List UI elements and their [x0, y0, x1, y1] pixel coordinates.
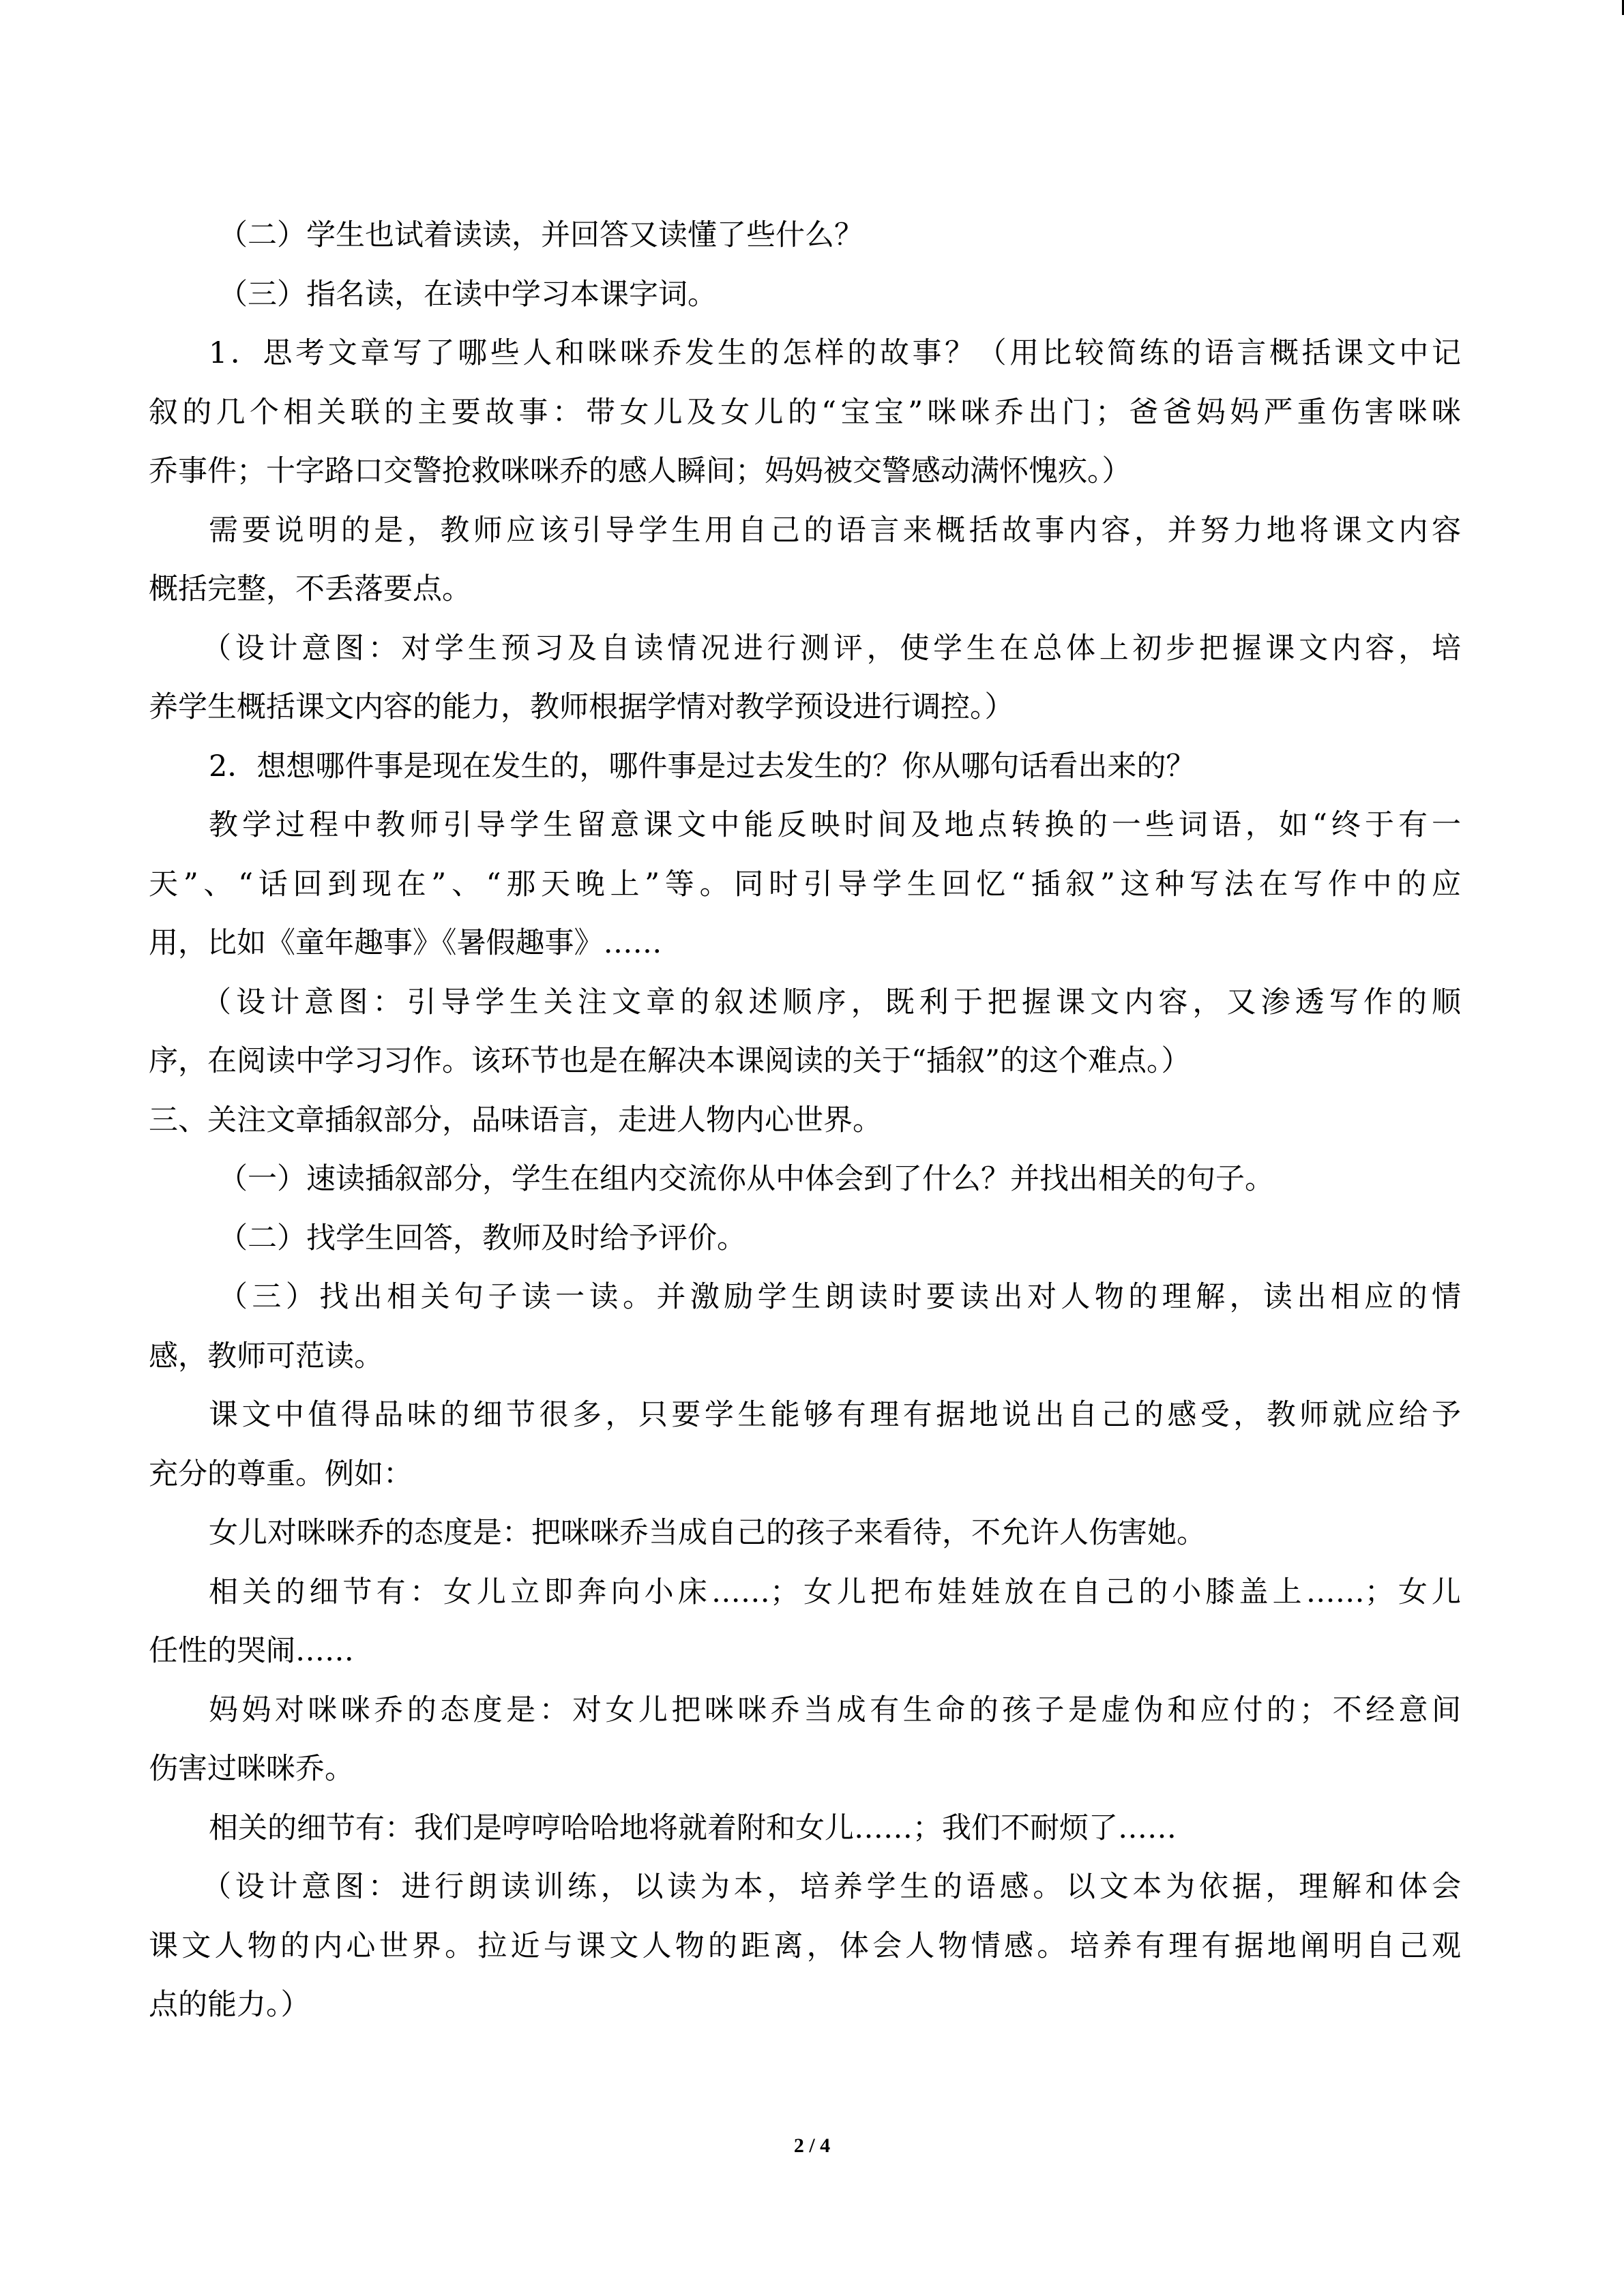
text-line: 课文中值得品味的细节很多，只要学生能够有理有据地说出自己的感受，教师就应给予	[209, 1398, 1461, 1432]
text-line: 1．思考文章写了哪些人和咪咪乔发生的怎样的故事？（用比较简练的语言概括课文中记	[209, 336, 1461, 370]
text-line: （设计意图：引导学生关注文章的叙述顺序，既利于把握课文内容，又渗透写作的顺	[202, 985, 1461, 1019]
text-line: 叙的几个相关联的主要故事：带女儿及女儿的“宝宝”咪咪乔出门；爸爸妈妈严重伤害咪咪	[149, 395, 1461, 430]
text-line: （设计意图：进行朗读训练，以读为本，培养学生的语感。以文本为依据，理解和体会	[202, 1870, 1461, 1904]
text-line: 充分的尊重。例如：	[149, 1457, 413, 1491]
text-line: （设计意图：对学生预习及自读情况进行测评，使学生在总体上初步把握课文内容，培	[202, 631, 1461, 666]
text-line: （一）速读插叙部分，学生在组内交流你从中体会到了什么？并找出相关的句子。	[218, 1162, 1274, 1196]
text-line: 天”、“话回到现在”、“那天晚上”等。同时引导学生回忆“插叙”这种写法在写作中的应	[149, 867, 1461, 901]
text-line: 相关的细节有：我们是哼哼哈哈地将就着附和女儿……；我们不耐烦了……	[209, 1810, 1177, 1845]
text-line: （二）学生也试着读读，并回答又读懂了些什么？	[218, 218, 863, 252]
text-line: 任性的哭闹……	[149, 1634, 354, 1668]
text-line: 三、关注文章插叙部分，品味语言，走进人物内心世界。	[149, 1103, 882, 1137]
text-line: 点的能力。）	[149, 1988, 310, 2022]
text-line: 课文人物的内心世界。拉近与课文人物的距离，体会人物情感。培养有理有据地阐明自己观	[149, 1928, 1461, 1963]
text-line: 2．想想哪件事是现在发生的，哪件事是过去发生的？你从哪句话看出来的？	[209, 749, 1196, 784]
text-line: 教学过程中教师引导学生留意课文中能反映时间及地点转换的一些词语，如“终于有一	[209, 808, 1461, 842]
text-line: 序，在阅读中学习习作。该环节也是在解决本课阅读的关于“插叙”的这个难点。）	[149, 1044, 1191, 1078]
text-line: 乔事件；十字路口交警抢救咪咪乔的感人瞬间；妈妈被交警感动满怀愧疚。）	[149, 454, 1132, 488]
text-line: 需要说明的是，教师应该引导学生用自己的语言来概括故事内容，并努力地将课文内容	[209, 513, 1461, 548]
text-line: 相关的细节有：女儿立即奔向小床……；女儿把布娃娃放在自己的小膝盖上……；女儿	[209, 1575, 1461, 1609]
text-line: 妈妈对咪咪乔的态度是：对女儿把咪咪乔当成有生命的孩子是虚伪和应付的；不经意间	[209, 1693, 1461, 1727]
text-line: 养学生概括课文内容的能力，教师根据学情对教学预设进行调控。）	[149, 690, 1014, 724]
text-line: （三）指名读，在读中学习本课字词。	[218, 277, 717, 312]
text-line: 概括完整，不丢落要点。	[149, 572, 471, 606]
text-line: 伤害过咪咪乔。	[149, 1752, 354, 1786]
text-line: （二）找学生回答，教师及时给予评价。	[218, 1221, 746, 1255]
text-line: （三）找出相关句子读一读。并激励学生朗读时要读出对人物的理解，读出相应的情	[218, 1280, 1461, 1314]
text-line: 用，比如《童年趣事》《暑假趣事》……	[149, 926, 662, 960]
text-line: 感，教师可范读。	[149, 1339, 383, 1373]
document-body	[149, 206, 1461, 2035]
text-line: 女儿对咪咪乔的态度是：把咪咪乔当成自己的孩子来看待，不允许人伤害她。	[209, 1516, 1206, 1550]
page-number: 2 / 4	[793, 2134, 831, 2157]
